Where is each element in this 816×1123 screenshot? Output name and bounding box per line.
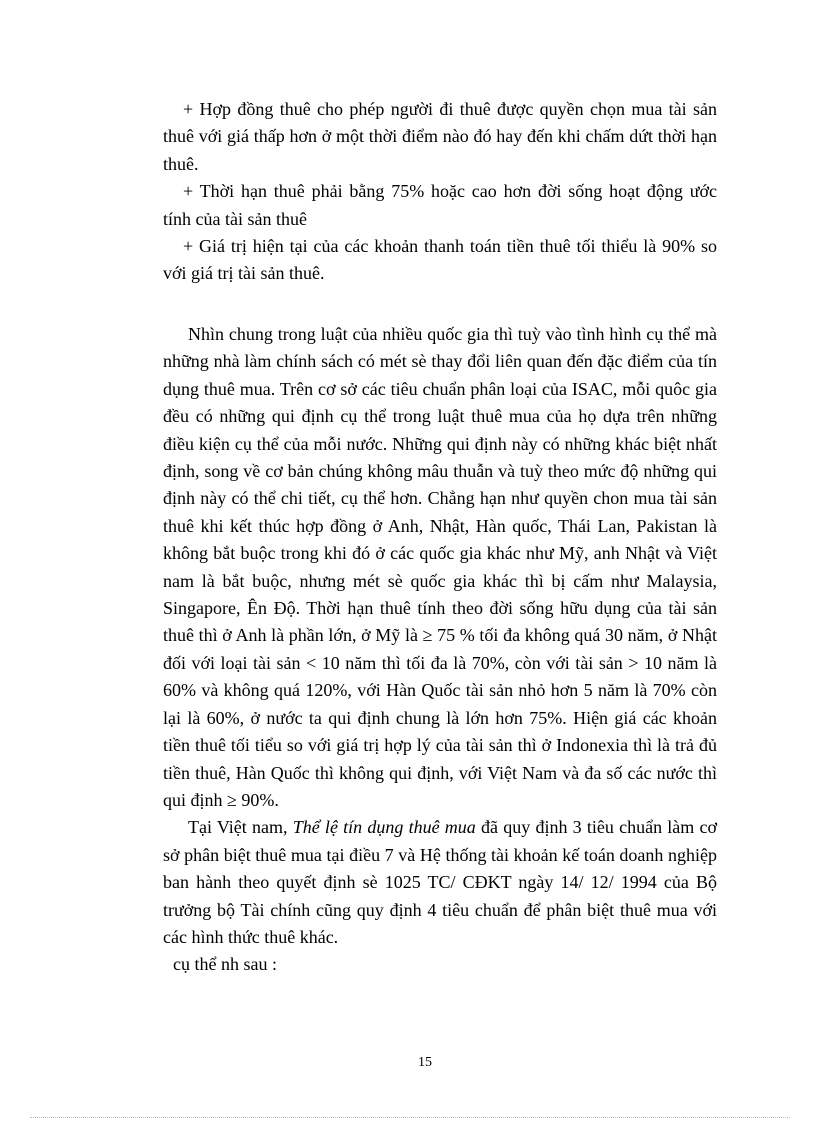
condition-item-present-value: + Giá trị hiện tại của các khoản thanh toán tiền thuê tối thiểu là 90% so với giá trị tài sản thuê. xyxy=(163,236,717,284)
regulation-title-italic: Thể lệ tín dụng thuê mua xyxy=(292,817,476,838)
paragraph-vietnam-lead: Tại Việt nam, xyxy=(188,817,293,838)
paragraph-international-rules: Nhìn chung trong luật của nhiều quốc gia thì tuỳ vào tình hình cụ thể mà những nhà làm chính sách có mét sè thay đổi liên quan đến đặc điểm của tín dụng thuê mua. Trên cơ sở các tiêu chuẩn phân loại của ISAC, mỗi quôc gia đều có những qui định cụ thể trong luật thuê mua của họ dựa trên những điều kiện cụ thể của mỗi nước. Những qui định này có những khác biệt nhất định, song về cơ bản chúng không mâu thuẫn và tuỳ theo mức độ những qui định này có thể chi tiết, cụ thể hơn. Chẳng hạn như quyền chon mua tài sản thuê khi kết thúc hợp đồng ở Anh, Nhật, Hàn quốc, Thái Lan, Pakistan là không bắt buộc trong khi đó ở các quốc gia khác như Mỹ, anh Nhật và Việt nam là bắt buộc, nhưng mét sè quốc gia khác thì bị cấm như Malaysia, Singapore, Ên Độ. Thời hạn thuê tính theo đời sống hữu dụng của tài sản thuê thì ở Anh là phần lớn, ở Mỹ là ≥ 75 % tối đa không quá 30 năm, ở Nhật đối với loại tài sản < 10 năm thì tối đa là 70%, còn với tài sản > 10 năm là 60% và không quá 120%, với Hàn Quốc tài sản nhỏ hơn 5 năm là 70% còn lại là 60%, ở nước ta qui định chung là lớn hơn 75%. Hiện giá các khoản tiền thuê tối tiểu so với giá trị hợp lý của tài sản thì ở Indonexia thì là trả đủ tiền thuê, Hàn Quốc thì không qui định, với Việt Nam và đa số các nước thì qui định ≥ 90%. xyxy=(163,324,717,810)
condition-item-purchase-option: + Hợp đồng thuê cho phép người đi thuê được quyền chọn mua tài sản thuê với giá thấp hơn ở một thời điểm nào đó hay đến khi chấm dứt thời hạn thuê. xyxy=(163,99,717,174)
paragraph-vietnam-rest: đã quy định 3 tiêu chuẩn làm cơ sở phân biệt thuê mua tại điều 7 và Hệ thống tài khoản kế toán doanh nghiệp ban hành theo quyết định sè 1025 TC/ CĐKT ngày 14/ 12/ 1994 của Bộ trưởng bộ Tài chính cũng quy định 4 tiêu chuẩn để phân biệt thuê mua với các hình thức thuê khác. xyxy=(163,817,717,947)
closing-line: cụ thể nh sau : xyxy=(173,954,277,975)
page-number: 15 xyxy=(418,1055,432,1070)
footer-divider xyxy=(30,1117,790,1118)
body-text xyxy=(163,321,717,979)
condition-item-lease-term: + Thời hạn thuê phải bằng 75% hoặc cao hơn đời sống hoạt động ước tính của tài sản thuê xyxy=(163,181,717,229)
leasing-conditions-list xyxy=(163,96,717,288)
paragraph-vietnam-rules xyxy=(163,814,717,951)
